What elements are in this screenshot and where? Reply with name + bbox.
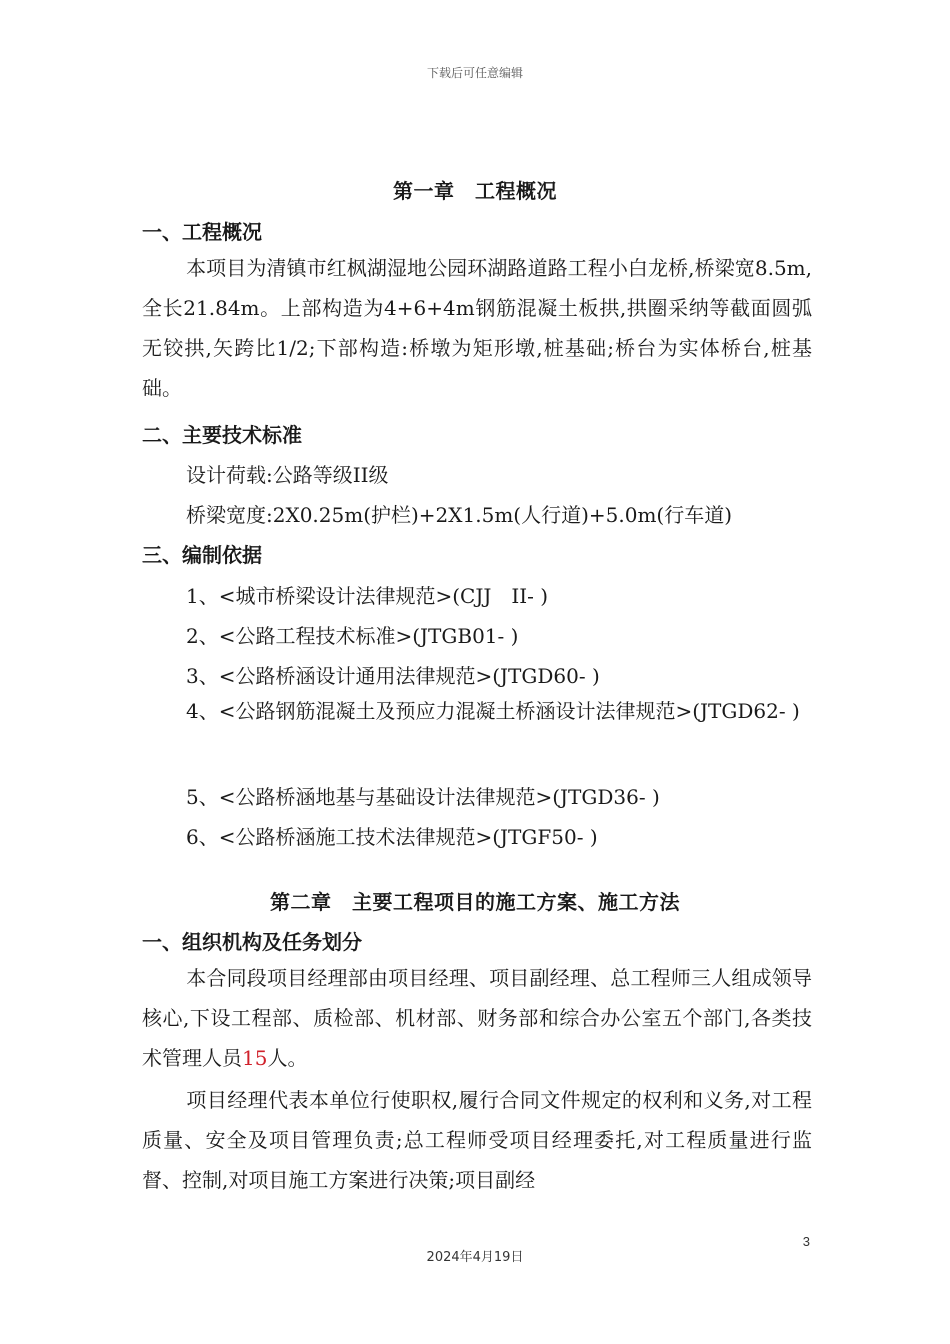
footer-date: 2024年4月19日 — [426, 1250, 524, 1265]
reference-item: 5、<公路桥涵地基与基础设计法律规范>(JTGD36- ) — [186, 785, 660, 809]
reference-item-text: 4、<公路钢筋混凝土及预应力混凝土桥涵设计法律规范>(JTGD62- ) — [186, 699, 800, 723]
section-1-1-paragraph — [142, 248, 812, 408]
staff-count: 15 — [242, 1046, 268, 1070]
paragraph-text: 人。 — [267, 1046, 308, 1070]
chapter-2-title: 第二章 主要工程项目的施工方案、施工方法 — [270, 890, 680, 914]
section-2-1-paragraph-2 — [142, 1080, 812, 1200]
section-2-1-title: 一、组织机构及任务划分 — [142, 930, 362, 954]
reference-item: 6、<公路桥涵施工技术法律规范>(JTGF50- ) — [186, 825, 598, 849]
section-1-1-text: 本项目为清镇市红枫湖湿地公园环湖路道路工程小白龙桥,桥梁宽8.5m,全长21.84m。上部构造为4+6+4m钢筋混凝土板拱,拱圈采纳等截面圆弧无铰拱,矢跨比1/2;下部构造:桥墩为矩形墩,桩基础;桥台为实体桥台,桩基础。 — [142, 256, 812, 400]
section-1-3-title: 三、编制依据 — [142, 543, 262, 567]
paragraph-text: 项目经理代表本单位行使职权,履行合同文件规定的权利和义务,对工程质量、安全及项目管理负责;总工程师受项目经理委托,对工程质量进行监督、控制,对项目施工方案进行决策;项目副经 — [142, 1088, 812, 1192]
section-2-1-paragraph-1 — [142, 958, 812, 1078]
page-number: 3 — [802, 1234, 810, 1249]
header-note: 下载后可任意编辑 — [426, 66, 523, 80]
reference-item: 3、<公路桥涵设计通用法律规范>(JTGD60- ) — [186, 664, 600, 688]
section-1-1-title: 一、工程概况 — [142, 220, 262, 244]
reference-item-wrapped — [142, 691, 812, 731]
chapter-1-title: 第一章 工程概况 — [393, 179, 557, 203]
design-load-line: 设计荷载:公路等级II级 — [186, 463, 389, 487]
section-1-2-title: 二、主要技术标准 — [142, 423, 302, 447]
paragraph-text: 本合同段项目经理部由项目经理、项目副经理、总工程师三人组成领导核心,下设工程部、质检部、机材部、财务部和综合办公室五个部门,各类技术管理人员 — [142, 966, 812, 1070]
reference-item: 2、<公路工程技术标准>(JTGB01- ) — [186, 624, 519, 648]
bridge-width-line: 桥梁宽度:2X0.25m(护栏)+2X1.5m(人行道)+5.0m(行车道) — [186, 503, 733, 527]
reference-item: 1、<城市桥梁设计法律规范>(CJJ II- ) — [186, 584, 549, 608]
